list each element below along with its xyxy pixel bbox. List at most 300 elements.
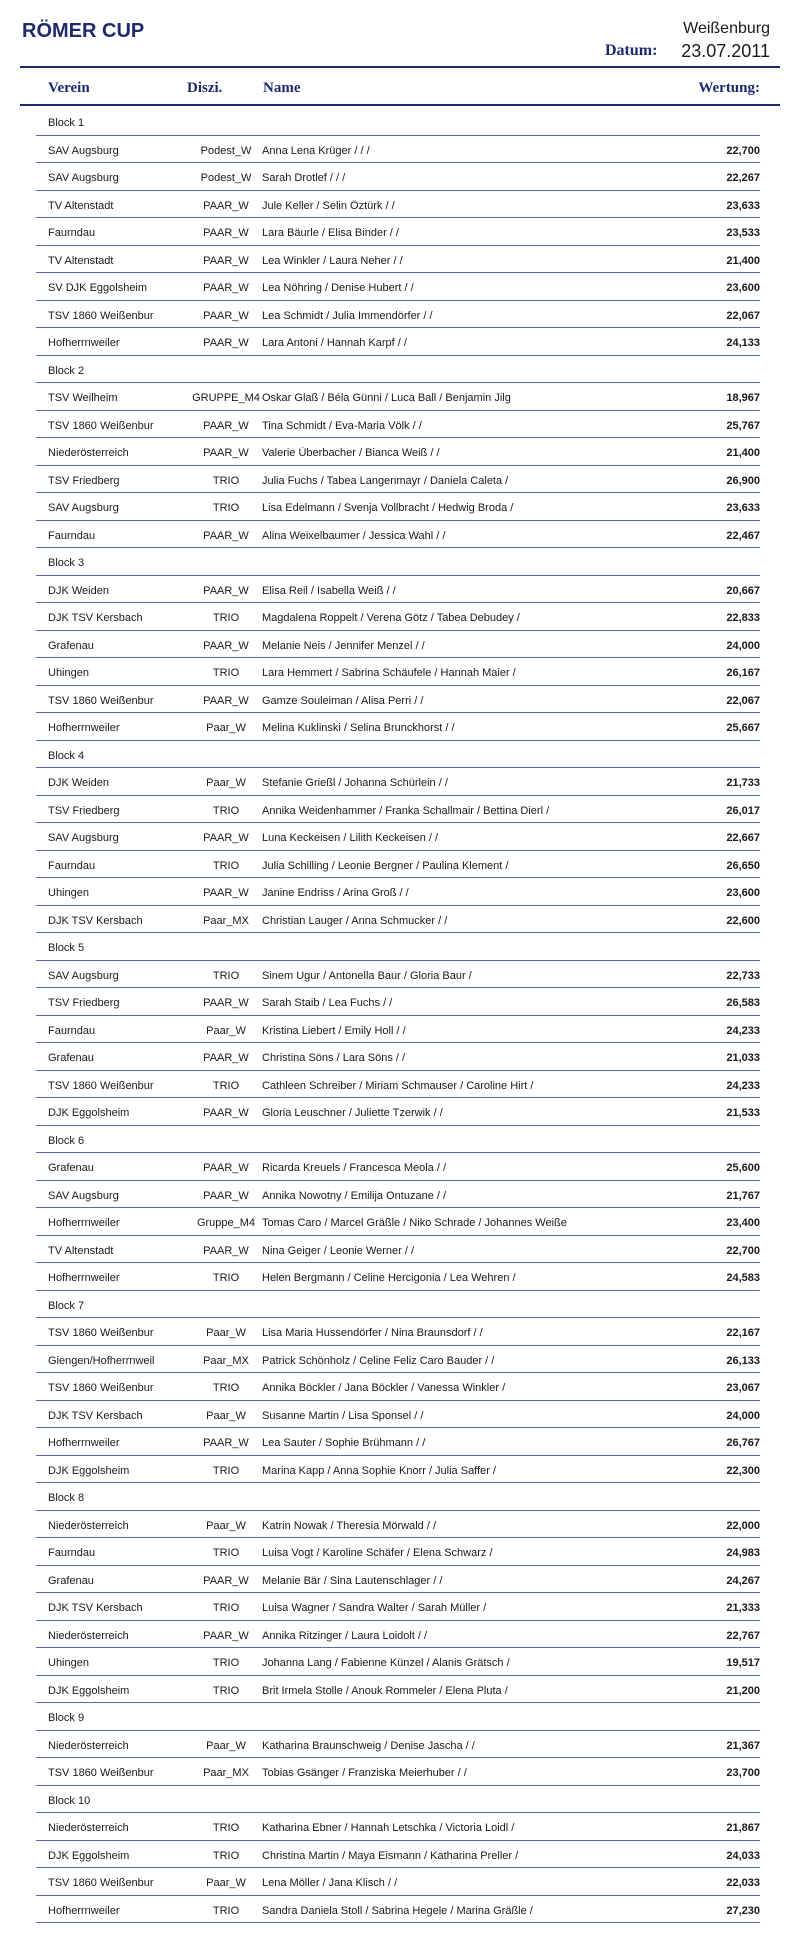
names-cell: Sandra Daniela Stoll / Sabrina Hegele / Marina Gräßle / [262, 1904, 533, 1917]
table-row [36, 603, 760, 631]
score-cell: 22,000 [726, 1519, 760, 1532]
names-cell: Sinem Ugur / Antonella Baur / Gloria Baur / [262, 969, 472, 982]
date-label: Datum: [605, 42, 658, 59]
names-cell: Johanna Lang / Fabienne Künzel / Alanis Grätsch / [262, 1657, 510, 1669]
discipline-cell: PAAR_W [203, 1107, 249, 1119]
discipline-cell: PAAR_W [203, 997, 249, 1009]
verein-cell: Faurndau [48, 1547, 96, 1559]
names-cell: Melanie Neis / Jennifer Menzel / / [262, 639, 425, 652]
names-cell: Lara Bäurle / Elisa Binder / / [262, 227, 399, 239]
verein-cell: TSV 1860 Weißenbur [48, 1327, 154, 1339]
event-date: 23.07.2011 [681, 41, 770, 61]
score-cell: 20,667 [726, 584, 760, 597]
verein-cell: Grafenau [48, 1574, 94, 1587]
table-row [36, 1731, 760, 1759]
score-cell: 24,000 [726, 1409, 760, 1422]
score-cell: 23,600 [726, 887, 760, 899]
score-cell: 23,633 [726, 502, 760, 514]
score-cell: 26,017 [726, 804, 760, 817]
verein-cell: DJK Eggolsheim [48, 1684, 130, 1697]
score-cell: 22,700 [726, 1244, 760, 1257]
names-cell: Nina Geiger / Leonie Werner / / [262, 1244, 415, 1257]
block-header-row [36, 108, 760, 136]
table-row [36, 1538, 760, 1566]
verein-cell: TV Altenstadt [48, 1244, 114, 1257]
table-row [36, 1813, 760, 1841]
block-label: Block 3 [48, 557, 85, 569]
verein-cell: DJK Weiden [48, 584, 109, 597]
table-row [36, 1511, 760, 1539]
block-header-row [36, 741, 760, 769]
discipline-cell: PAAR_W [203, 337, 249, 349]
score-cell: 23,400 [726, 1217, 760, 1229]
discipline-cell: PAAR_W [203, 227, 249, 239]
discipline-cell: PAAR_W [203, 1437, 249, 1449]
block-header-row [36, 356, 760, 384]
table-row [36, 1676, 760, 1704]
discipline-cell: TRIO [212, 667, 240, 679]
names-cell: Melanie Bär / Sina Lautenschlager / / [262, 1574, 443, 1587]
verein-cell: Niederösterreich [48, 1739, 129, 1752]
score-cell: 26,767 [726, 1437, 760, 1449]
verein-cell: DJK TSV Kersbach [48, 1602, 143, 1614]
verein-cell: SAV Augsburg [48, 502, 119, 514]
score-cell: 21,033 [726, 1052, 760, 1064]
names-cell: Tina Schmidt / Eva-Maria Völk / / [262, 419, 422, 432]
discipline-cell: TRIO [212, 804, 240, 817]
names-cell: Christian Lauger / Anna Schmucker / / [262, 914, 448, 927]
table-row [36, 1153, 760, 1181]
verein-cell: TSV 1860 Weißenbur [48, 1877, 154, 1889]
names-cell: Annika Ritzinger / Laura Loidolt / / [262, 1629, 428, 1642]
block-header-row [36, 933, 760, 961]
table-row [36, 246, 760, 274]
discipline-cell: PAAR_W [203, 584, 249, 597]
names-cell: Katharina Braunschweig / Denise Jascha / / [262, 1739, 475, 1752]
score-cell: 21,533 [726, 1107, 760, 1119]
score-cell: 23,700 [726, 1767, 760, 1779]
table-row [36, 1758, 760, 1786]
verein-cell: TSV Friedberg [48, 997, 120, 1009]
block-label: Block 7 [48, 1299, 85, 1312]
table-row [36, 1428, 760, 1456]
page-title: RÖMER CUP [22, 20, 145, 42]
discipline-cell: PAAR_W [203, 832, 249, 844]
verein-cell: SAV Augsburg [48, 144, 119, 157]
names-cell: Annika Böckler / Jana Böckler / Vanessa Winkler / [262, 1382, 506, 1394]
score-cell: 18,967 [726, 392, 760, 404]
verein-cell: TSV Friedberg [48, 804, 120, 817]
discipline-cell: TRIO [212, 1657, 240, 1669]
block-label: Block 8 [48, 1492, 85, 1504]
table-row [36, 1181, 760, 1209]
score-cell: 23,633 [726, 199, 760, 212]
score-cell: 21,400 [726, 254, 760, 267]
verein-cell: SAV Augsburg [48, 172, 119, 184]
names-cell: Brit Irmela Stolle / Anouk Rommeler / Elena Pluta / [262, 1684, 508, 1697]
names-cell: Luna Keckeisen / Lilith Keckeisen / / [262, 832, 439, 844]
table-row [36, 301, 760, 329]
score-cell: 26,650 [726, 859, 760, 872]
block-header-row [36, 1291, 760, 1319]
names-cell: Magdalena Roppelt / Verena Götz / Tabea Debudey / [262, 612, 520, 624]
column-header-wertung: Wertung: [698, 80, 760, 96]
table-row [36, 796, 760, 824]
verein-cell: SAV Augsburg [48, 1189, 119, 1202]
table-row [36, 1593, 760, 1621]
block-label: Block 9 [48, 1712, 85, 1724]
score-cell: 21,867 [726, 1822, 760, 1834]
names-cell: Lisa Maria Hussendörfer / Nina Braunsdorf / / [262, 1327, 483, 1339]
discipline-cell: TRIO [212, 612, 240, 624]
verein-cell: Giengen/Hofherrnweil [48, 1354, 155, 1367]
names-cell: Jule Keller / Selin Öztürk / / [262, 199, 395, 212]
verein-cell: Faurndau [48, 227, 96, 239]
names-cell: Helen Bergmann / Celine Hercigonia / Lea Wehren / [262, 1272, 516, 1284]
table-row [36, 1456, 760, 1484]
score-cell: 21,400 [726, 447, 760, 459]
discipline-cell: Paar_MX [203, 1767, 249, 1779]
names-cell: Marina Kapp / Anna Sophie Knorr / Julia Saffer / [262, 1464, 496, 1477]
verein-cell: TSV 1860 Weißenbur [48, 1767, 154, 1779]
verein-cell: Grafenau [48, 639, 94, 652]
table-row [36, 1071, 760, 1099]
score-cell: 21,367 [726, 1739, 760, 1752]
score-cell: 22,300 [726, 1464, 760, 1477]
discipline-cell: TRIO [212, 1849, 240, 1862]
discipline-cell: TRIO [212, 1904, 240, 1917]
table-row [36, 1318, 760, 1346]
verein-cell: Hofherrnweiler [48, 1437, 120, 1449]
block-header-row [36, 1126, 760, 1154]
table-row [36, 493, 760, 521]
names-cell: Patrick Schönholz / Celine Feliz Caro Bauder / / [262, 1354, 495, 1367]
verein-cell: SAV Augsburg [48, 969, 119, 982]
verein-cell: SAV Augsburg [48, 832, 119, 844]
verein-cell: Faurndau [48, 859, 96, 872]
score-cell: 25,667 [726, 722, 760, 734]
names-cell: Cathleen Schreiber / Miriam Schmauser / Caroline Hirt / [262, 1079, 534, 1092]
score-cell: 26,167 [726, 667, 760, 679]
discipline-cell: TRIO [212, 474, 240, 487]
score-cell: 27,230 [726, 1904, 760, 1917]
names-cell: Anna Lena Krüger / / / [262, 144, 370, 157]
verein-cell: Niederösterreich [48, 1519, 129, 1532]
discipline-cell: TRIO [212, 1464, 240, 1477]
names-cell: Julia Schilling / Leonie Bergner / Paulina Klement / [262, 859, 509, 872]
table-row [36, 136, 760, 164]
names-cell: Melina Kuklinski / Selina Brunckhorst / / [262, 722, 455, 734]
names-cell: Sarah Drotlef / / / [262, 172, 346, 184]
table-row [36, 218, 760, 246]
verein-cell: Uhingen [48, 887, 89, 899]
discipline-cell: Paar_W [206, 1519, 246, 1532]
score-cell: 26,900 [726, 474, 760, 487]
names-cell: Luisa Wagner / Sandra Walter / Sarah Müller / [262, 1602, 487, 1614]
verein-cell: TSV 1860 Weißenbur [48, 309, 154, 322]
names-cell: Annika Weidenhammer / Franka Schallmair / Bettina Dierl / [262, 804, 550, 817]
verein-cell: TSV Friedberg [48, 474, 120, 487]
verein-cell: Faurndau [48, 529, 96, 542]
verein-cell: Faurndau [48, 1024, 96, 1037]
score-cell: 24,983 [726, 1547, 760, 1559]
verein-cell: TSV 1860 Weißenbur [48, 1079, 154, 1092]
names-cell: Lea Schmidt / Julia Immendörfer / / [262, 309, 433, 322]
names-cell: Lea Sauter / Sophie Brühmann / / [262, 1437, 426, 1449]
score-cell: 22,167 [726, 1327, 760, 1339]
discipline-cell: PAAR_W [203, 1244, 249, 1257]
block-label: Block 6 [48, 1134, 85, 1147]
discipline-cell: Paar_W [206, 1739, 246, 1752]
names-cell: Kristina Liebert / Emily Holl / / [262, 1024, 406, 1037]
discipline-cell: TRIO [212, 1547, 240, 1559]
table-row [36, 466, 760, 494]
names-cell: Susanne Martin / Lisa Sponsel / / [262, 1409, 424, 1422]
discipline-cell: Paar_MX [203, 1354, 249, 1367]
verein-cell: Hofherrnweiler [48, 722, 120, 734]
table-row [36, 576, 760, 604]
table-row [36, 961, 760, 989]
verein-cell: TSV 1860 Weißenbur [48, 694, 154, 707]
table-row [36, 713, 760, 741]
discipline-cell: PAAR_W [203, 447, 249, 459]
table-row [36, 1346, 760, 1374]
column-header-verein: Verein [48, 80, 90, 96]
table-row [36, 1401, 760, 1429]
names-cell: Oskar Glaß / Béla Günni / Luca Ball / Benjamin Jilg [262, 392, 511, 404]
names-cell: Gamze Souleiman / Alisa Perri / / [262, 694, 424, 707]
table-row [36, 1098, 760, 1126]
discipline-cell: PAAR_W [203, 1629, 249, 1642]
verein-cell: Hofherrnweiler [48, 1904, 120, 1917]
score-cell: 22,033 [726, 1877, 760, 1889]
discipline-cell: TRIO [212, 969, 240, 982]
names-cell: Christina Söns / Lara Söns / / [262, 1052, 406, 1064]
discipline-cell: PAAR_W [203, 282, 249, 294]
discipline-cell: Podest_W [200, 172, 252, 184]
score-cell: 26,583 [726, 997, 760, 1009]
score-cell: 24,133 [726, 337, 760, 349]
verein-cell: Uhingen [48, 667, 89, 679]
discipline-cell: PAAR_W [203, 199, 249, 212]
discipline-cell: PAAR_W [203, 887, 249, 899]
verein-cell: TSV 1860 Weißenbur [48, 419, 154, 432]
score-cell: 22,667 [726, 832, 760, 844]
block-label: Block 1 [48, 117, 85, 129]
table-row [36, 1373, 760, 1401]
verein-cell: SV DJK Eggolsheim [48, 282, 148, 294]
discipline-cell: Paar_W [206, 722, 246, 734]
names-cell: Lisa Edelmann / Svenja Vollbracht / Hedwig Broda / [262, 502, 514, 514]
discipline-cell: TRIO [212, 1382, 240, 1394]
discipline-cell: PAAR_W [203, 309, 249, 322]
names-cell: Katrin Nowak / Theresia Mörwald / / [262, 1519, 437, 1532]
score-cell: 22,767 [726, 1629, 760, 1642]
results-table [0, 108, 796, 1923]
verein-cell: Grafenau [48, 1052, 94, 1064]
table-row [36, 686, 760, 714]
verein-cell: TSV 1860 Weißenbur [48, 1382, 154, 1394]
names-cell: Lena Möller / Jana Klisch / / [262, 1877, 398, 1889]
table-row [36, 273, 760, 301]
score-cell: 22,833 [726, 612, 760, 624]
score-cell: 22,267 [726, 172, 760, 184]
names-cell: Lea Winkler / Laura Neher / / [262, 254, 403, 267]
score-cell: 19,517 [726, 1657, 760, 1669]
table-row [36, 768, 760, 796]
verein-cell: DJK TSV Kersbach [48, 612, 143, 624]
names-cell: Christina Martin / Maya Eismann / Katharina Preller / [262, 1849, 519, 1862]
table-row [36, 328, 760, 356]
table-row [36, 1621, 760, 1649]
score-cell: 24,267 [726, 1574, 760, 1587]
table-row [36, 1868, 760, 1896]
table-row [36, 163, 760, 191]
names-cell: Elisa Reil / Isabella Weiß / / [262, 584, 396, 597]
names-cell: Julia Fuchs / Tabea Langenmayr / Daniela Caleta / [262, 474, 509, 487]
table-row [36, 658, 760, 686]
header-divider [20, 104, 780, 106]
score-cell: 26,133 [726, 1354, 760, 1367]
table-row [36, 1841, 760, 1869]
table-row [36, 631, 760, 659]
score-cell: 22,733 [726, 969, 760, 982]
table-row [36, 988, 760, 1016]
table-row [36, 1648, 760, 1676]
names-cell: Annika Nowotny / Emilija Ontuzane / / [262, 1189, 447, 1202]
block-label: Block 2 [48, 364, 85, 377]
discipline-cell: TRIO [212, 859, 240, 872]
score-cell: 21,200 [726, 1684, 760, 1697]
discipline-cell: TRIO [212, 1079, 240, 1092]
table-row [36, 521, 760, 549]
table-row [36, 1016, 760, 1044]
verein-cell: Niederösterreich [48, 1822, 129, 1834]
table-row [36, 1043, 760, 1071]
discipline-cell: TRIO [212, 1272, 240, 1284]
verein-cell: TV Altenstadt [48, 254, 114, 267]
score-cell: 24,233 [726, 1024, 760, 1037]
score-cell: 25,767 [726, 419, 760, 432]
top-divider [20, 66, 780, 68]
table-row [36, 906, 760, 934]
table-row [36, 1236, 760, 1264]
names-cell: Valerie Überbacher / Bianca Weiß / / [262, 447, 440, 459]
event-city: Weißenburg [683, 20, 770, 37]
discipline-cell: Paar_W [206, 1024, 246, 1037]
column-header-name: Name [263, 80, 301, 96]
verein-cell: Hofherrnweiler [48, 337, 120, 349]
score-cell: 25,600 [726, 1162, 760, 1174]
verein-cell: DJK TSV Kersbach [48, 1409, 143, 1422]
score-cell: 22,467 [726, 529, 760, 542]
verein-cell: Uhingen [48, 1657, 89, 1669]
block-label: Block 10 [48, 1794, 91, 1807]
score-cell: 22,700 [726, 144, 760, 157]
column-header-diszi: Diszi. [187, 80, 223, 96]
discipline-cell: Podest_W [200, 144, 252, 157]
discipline-cell: PAAR_W [203, 1189, 249, 1202]
table-row [36, 438, 760, 466]
score-cell: 24,000 [726, 639, 760, 652]
discipline-cell: PAAR_W [203, 529, 249, 542]
discipline-cell: PAAR_W [203, 1052, 249, 1064]
verein-cell: DJK Eggolsheim [48, 1849, 130, 1862]
verein-cell: Grafenau [48, 1162, 94, 1174]
table-row [36, 1263, 760, 1291]
verein-cell: Niederösterreich [48, 447, 129, 459]
score-cell: 21,733 [726, 777, 760, 789]
verein-cell: DJK Weiden [48, 777, 109, 789]
discipline-cell: PAAR_W [203, 1162, 249, 1174]
table-row [36, 1566, 760, 1594]
score-cell: 21,767 [726, 1189, 760, 1202]
block-label: Block 5 [48, 942, 85, 954]
discipline-cell: PAAR_W [203, 254, 249, 267]
names-cell: Lara Hemmert / Sabrina Schäufele / Hannah Maier / [262, 667, 516, 679]
names-cell: Janine Endriss / Arina Groß / / [262, 887, 409, 899]
score-cell: 22,067 [726, 694, 760, 707]
block-header-row [36, 548, 760, 576]
names-cell: Katharina Ebner / Hannah Letschka / Victoria Loidl / [262, 1822, 515, 1834]
discipline-cell: GRUPPE_M4 [192, 392, 260, 404]
names-cell: Lea Nöhring / Denise Hubert / / [262, 282, 414, 294]
names-cell: Alina Weixelbaumer / Jessica Wahl / / [262, 529, 446, 542]
discipline-cell: PAAR_W [203, 419, 249, 432]
discipline-cell: Paar_W [206, 777, 246, 789]
verein-cell: DJK Eggolsheim [48, 1107, 130, 1119]
verein-cell: TSV Weilheim [48, 392, 118, 404]
block-header-row [36, 1703, 760, 1731]
names-cell: Stefanie Grießl / Johanna Schürlein / / [262, 777, 448, 789]
score-cell: 23,600 [726, 282, 760, 294]
discipline-cell: Paar_W [206, 1327, 246, 1339]
table-row [36, 1896, 760, 1924]
discipline-cell: PAAR_W [203, 694, 249, 707]
score-cell: 23,533 [726, 227, 760, 239]
score-cell: 24,033 [726, 1849, 760, 1862]
block-header-row [36, 1483, 760, 1511]
score-cell: 22,600 [726, 914, 760, 927]
score-cell: 21,333 [726, 1602, 760, 1614]
discipline-cell: PAAR_W [203, 1574, 249, 1587]
names-cell: Gloria Leuschner / Juliette Tzerwik / / [262, 1107, 443, 1119]
table-row [36, 1208, 760, 1236]
table-row [36, 411, 760, 439]
table-row [36, 823, 760, 851]
score-cell: 23,067 [726, 1382, 760, 1394]
discipline-cell: TRIO [212, 1602, 240, 1614]
discipline-cell: Gruppe_M4 [196, 1217, 256, 1229]
discipline-cell: Paar_W [206, 1409, 246, 1422]
table-row [36, 383, 760, 411]
names-cell: Luisa Vogt / Karoline Schäfer / Elena Schwarz / [262, 1547, 493, 1559]
verein-cell: Hofherrnweiler [48, 1217, 120, 1229]
names-cell: Sarah Staib / Lea Fuchs / / [262, 997, 393, 1009]
discipline-cell: PAAR_W [203, 639, 249, 652]
discipline-cell: TRIO [212, 1684, 240, 1697]
verein-cell: Niederösterreich [48, 1629, 129, 1642]
table-row [36, 191, 760, 219]
score-cell: 24,233 [726, 1079, 760, 1092]
block-header-row [36, 1786, 760, 1814]
score-cell: 22,067 [726, 309, 760, 322]
names-cell: Tomas Caro / Marcel Gräßle / Niko Schrade / Johannes Weiße [262, 1217, 567, 1229]
discipline-cell: TRIO [212, 502, 240, 514]
verein-cell: TV Altenstadt [48, 199, 114, 212]
names-cell: Tobias Gsänger / Franziska Meierhuber / / [262, 1767, 467, 1779]
verein-cell: DJK TSV Kersbach [48, 914, 143, 927]
